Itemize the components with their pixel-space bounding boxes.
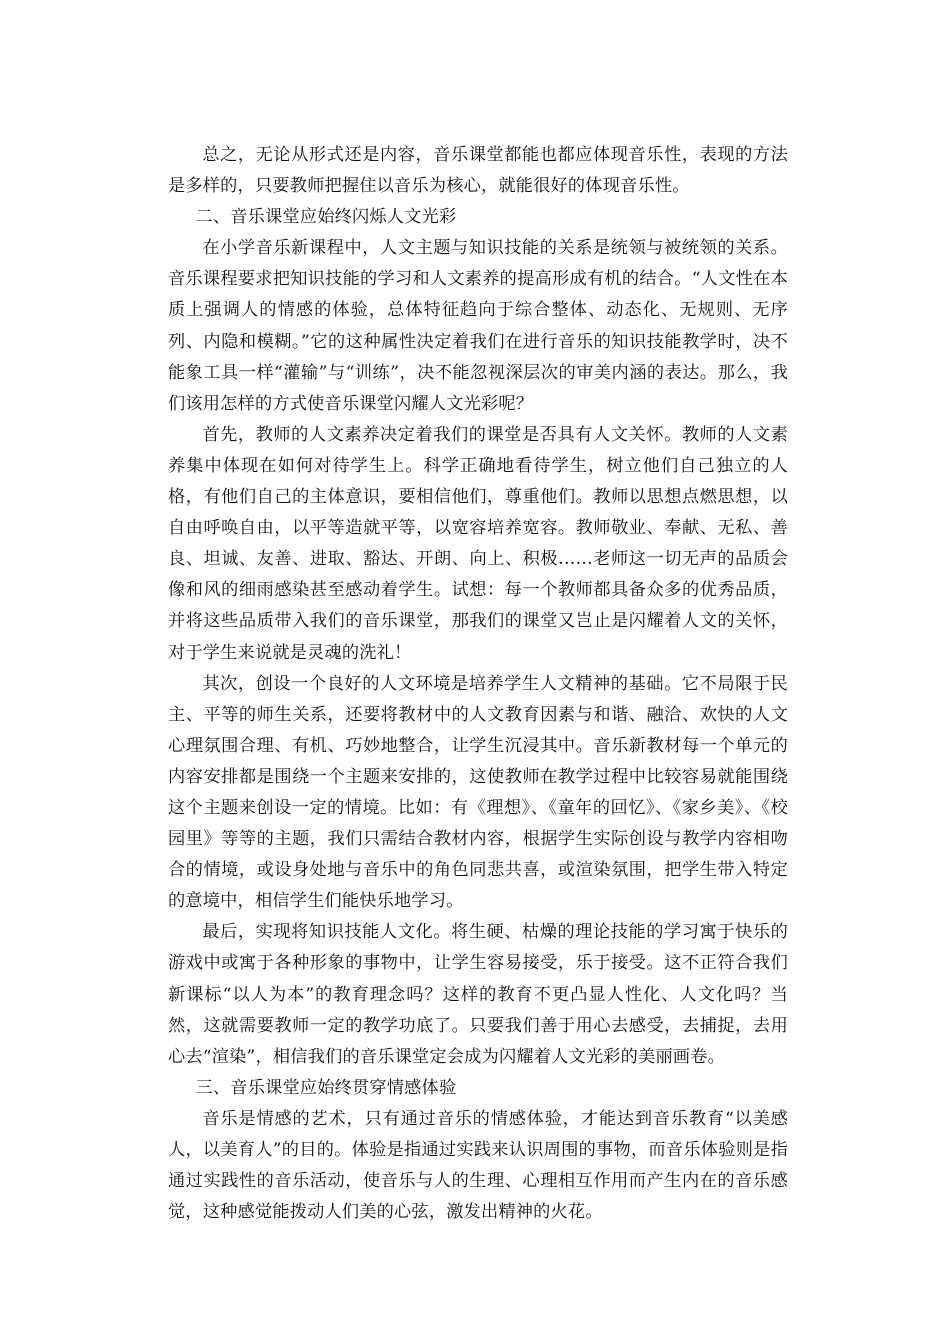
- paragraph-last: 最后，实现将知识技能人文化。将生硬、枯燥的理论技能的学习寓于快乐的游戏中或寓于各种形象的事物中，让学生容易接受，乐于接受。这不正符合我们新课标“以人为本”的教育理念吗？这样的教育不更凸显人性化、人文化吗？当然，这就需要教师一定的教学功底了。只要我们善于用心去感受，去捕捉，去用心去“渲染”，相信我们的音乐课堂定会成为闪耀着人文光彩的美丽画卷。: [168, 922, 788, 1067]
- section-heading-2: 二、音乐课堂应始终闪烁人文光彩: [195, 207, 457, 228]
- paragraph-second: 其次，创设一个良好的人文环境是培养学生人文精神的基础。它不局限于民主、平等的师生关系，还要将教材中的人文教育因素与和谐、融洽、欢快的人文心理氛围合理、有机、巧妙地整合，让学生沉浸其中。音乐新教材每一个单元的内容安排都是围绕一个主题来安排的，这使教师在教学过程中比较容易就能围绕这个主题来创设一定的情境。比如：有《理想》、《童年的回忆》、《家乡美》、《校园里》等等的主题，我们只需结合教材内容，根据学生实际创设与教学内容相吻合的情境，或设身处地与音乐中的角色同悲共喜，或渲染氛围，把学生带入特定的意境中，相信学生们能快乐地学习。: [168, 673, 788, 912]
- document-body: [168, 140, 788, 1228]
- paragraph-conclusion: 总之，无论从形式还是内容，音乐课堂都能也都应体现音乐性，表现的方法是多样的，只要教师把握住以音乐为核心，就能很好的体现音乐性。: [168, 145, 788, 197]
- section-heading-3: 三、音乐课堂应始终贯穿情感体验: [195, 1077, 457, 1098]
- paragraph-humanities-intro: 在小学音乐新课程中，人文主题与知识技能的关系是统领与被统领的关系。音乐课程要求把知识技能的学习和人文素养的提高形成有机的结合。“人文性在本质上强调人的情感的体验，总体特征趋向于综合整体、动态化、无规则、无序列、内隐和模糊。”它的这种属性决定着我们在进行音乐的知识技能教学时，决不能象工具一样“灌输”与“训练”，决不能忽视深层次的审美内涵的表达。那么，我们该用怎样的方式使音乐课堂闪耀人文光彩呢？: [168, 238, 788, 414]
- paragraph-emotion: 音乐是情感的艺术，只有通过音乐的情感体验，才能达到音乐教育“以美感人，以美育人”的目的。体验是指通过实践来认识周围的事物，而音乐体验则是指通过实践性的音乐活动，使音乐与人的生理、心理相互作用而产生内在的音乐感觉，这种感觉能拨动人们美的心弦，激发出精神的火花。: [168, 1108, 788, 1223]
- paragraph-first: 首先，教师的人文素养决定着我们的课堂是否具有人文关怀。教师的人文素养集中体现在如何对待学生上。科学正确地看待学生，树立他们自己独立的人格，有他们自己的主体意识，要相信他们，尊重他们。教师以思想点燃思想，以自由呼唤自由，以平等造就平等，以宽容培养宽容。教师敬业、奉献、无私、善良、坦诚、友善、进取、豁达、开朗、向上、积极……老师这一切无声的品质会像和风的细雨感染甚至感动着学生。试想：每一个教师都具备众多的优秀品质，并将这些品质带入我们的音乐课堂，那我们的课堂又岂止是闪耀着人文的关怀，对于学生来说就是灵魂的洗礼！: [168, 424, 788, 663]
